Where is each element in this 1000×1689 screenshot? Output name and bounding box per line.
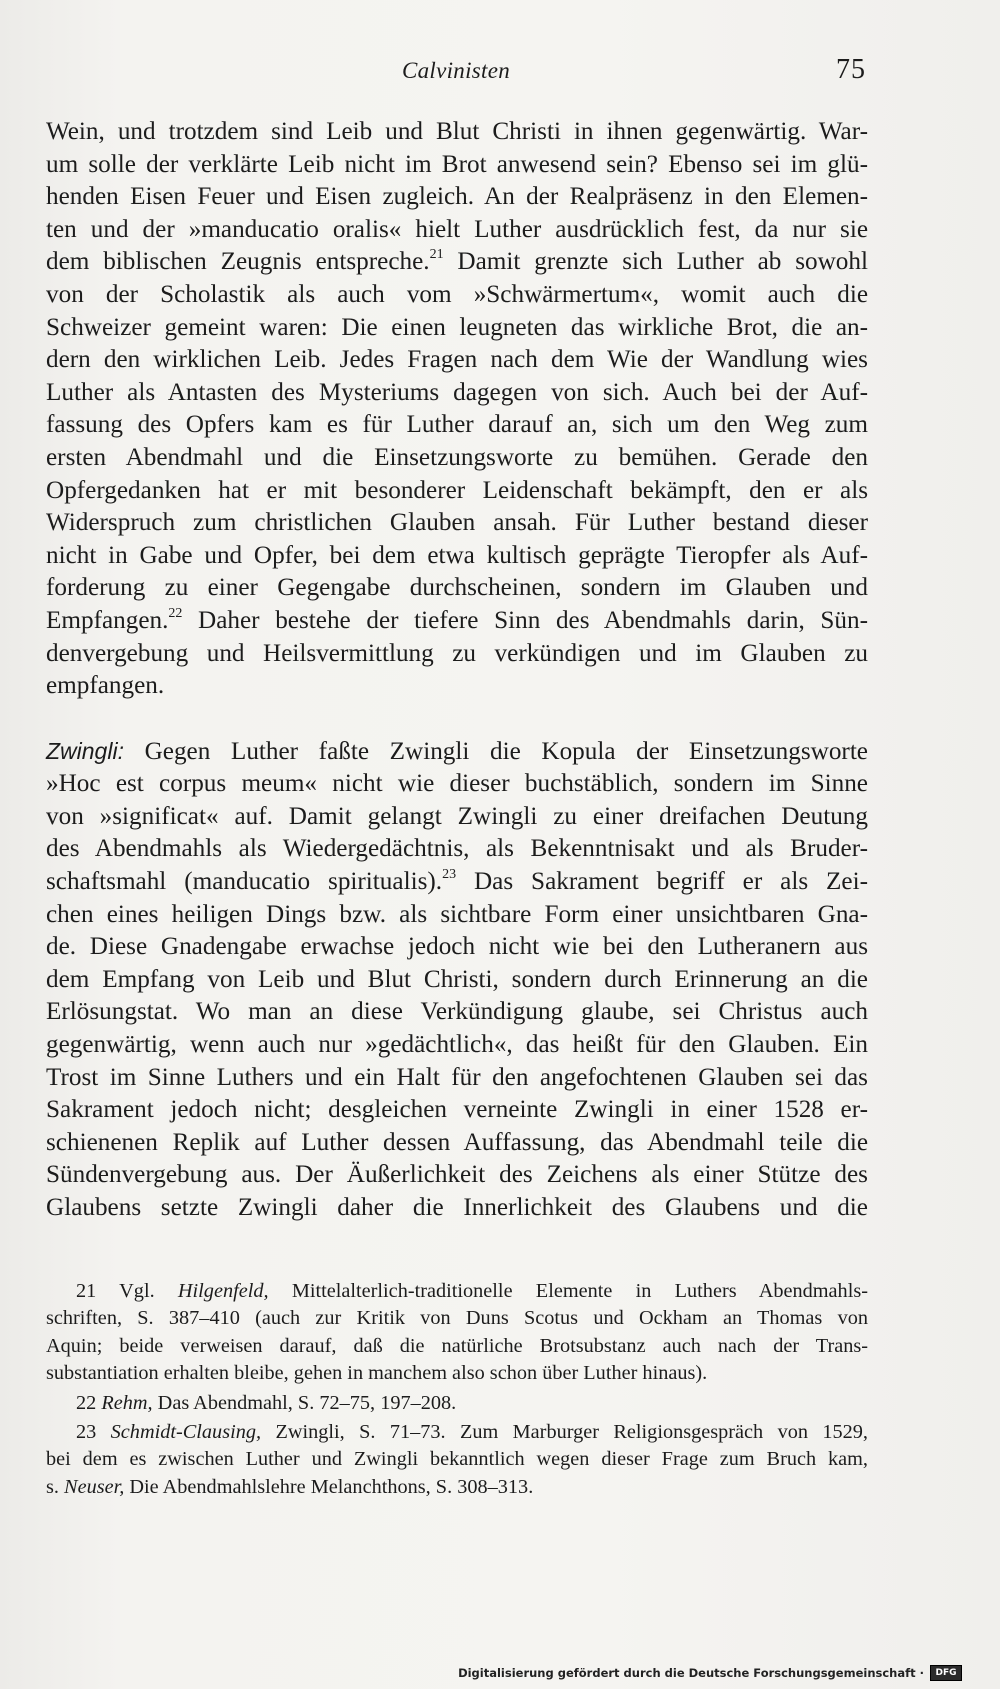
text-line: gegenwärtig, wenn auch nur »gedächtlich«, das heißt für den Glauben. Ein (46, 1031, 868, 1059)
footnote-line: substantiation erhalten bleibe, gehen in manchem also schon über Luther hinaus). (46, 1362, 708, 1385)
footnote-21 (46, 1278, 868, 1388)
digitization-credit (458, 1665, 962, 1681)
footnote-text: Das Abendmahl, S. 72–75, 197–208. (152, 1391, 457, 1414)
text-line: Trost im Sinne Luthers und ein Halt für den angefochtenen Glauben sei das (46, 1063, 868, 1091)
footnote-line (46, 1390, 868, 1417)
running-head (46, 54, 866, 94)
text-line: ersten Abendmahl und die Einsetzungsworte zu bemühen. Gerade den (46, 443, 868, 471)
text-line: Erlösungstat. Wo man an diese Verkündigung glaube, sei Christus auch (46, 998, 868, 1026)
footnote-text: Mittelalterlich-traditionelle Elemente in Luthers Abendmahls- (268, 1280, 868, 1302)
footnote-text: Die Abendmahlslehre Melanchthons, S. 308–313. (124, 1475, 534, 1498)
paragraph-gap (46, 703, 868, 735)
footnote-text: 22 (76, 1391, 102, 1414)
running-head-title: Calvinisten (401, 58, 511, 83)
credit-text: Digitalisierung gefördert durch die Deutsche Forschungsgemeinschaft · (458, 1666, 924, 1680)
text-line: des Abendmahls als Wiedergedächtnis, als Bekenntnisakt und als Bruder- (46, 835, 868, 863)
footnotes (46, 1278, 868, 1501)
text-line (46, 735, 868, 769)
text-line: forderung zu einer Gegengabe durchscheinen, sondern im Glauben und (46, 574, 868, 602)
text-line: denvergebung und Heilsvermittlung zu verkündigen und im Glauben zu (46, 639, 868, 667)
page-number: 75 (836, 54, 866, 85)
dfg-logo-icon: DFG (930, 1665, 962, 1681)
author-name: Neuser, (64, 1475, 125, 1498)
text-line: Luther als Antasten des Mysteriums dagegen von sich. Auch bei der Auf- (46, 378, 868, 406)
text-run: Daher bestehe der tiefere Sinn des Abendmahls darin, Sün- (182, 606, 868, 634)
text-line: Sakrament jedoch nicht; desgleichen verneinte Zwingli in einer 1528 er- (46, 1096, 868, 1124)
text-line: ten und der »manducatio oralis« hielt Luther ausdrücklich fest, da nur sie (46, 215, 868, 243)
text-line (46, 246, 868, 279)
text-run: Empfangen. (46, 606, 169, 634)
text-line: »Hoc est corpus meum« nicht wie dieser buchstäblich, sondern im Sinne (46, 770, 868, 798)
footnote-text: 21 Vgl. (76, 1280, 178, 1302)
footnote-text: Zwingli, S. 71–73. Zum Marburger Religionsgespräch von 1529, (261, 1421, 868, 1444)
footnote-text: 23 (76, 1421, 111, 1444)
text-line: dern den wirklichen Leib. Jedes Fragen nach dem Wie der Wandlung wies (46, 346, 868, 374)
text-line: um solle der verklärte Leib nicht im Brot anwesend sein? Ebenso sei im glü- (46, 150, 868, 178)
text-run: dem biblischen Zeugnis entspreche. (46, 248, 430, 276)
author-name: Rehm, (101, 1391, 153, 1414)
footnote-ref-23[interactable]: 23 (442, 867, 457, 883)
text-run: Damit grenzte sich Luther ab sowohl (443, 248, 868, 276)
text-line: von der Scholastik als auch vom »Schwärmertum«, womit auch die (46, 280, 868, 308)
footnote-23 (46, 1419, 868, 1501)
footnote-ref-21[interactable]: 21 (429, 247, 444, 263)
footnote-line: Aquin; beide verweisen darauf, daß die natürliche Brotsubstanz auch nach der Trans- (46, 1334, 868, 1357)
text-line: Sündenvergebung aus. Der Äußerlichkeit des Zeichens als einer Stütze des (46, 1161, 868, 1189)
text-line (46, 866, 868, 899)
text-run: Das Sakrament begriff er als Zei- (456, 868, 868, 896)
text-line: Widerspruch zum christlichen Glauben ansah. Für Luther bestand dieser (46, 509, 868, 537)
text-line: Schweizer gemeint waren: Die einen leugneten das wirkliche Brot, die an- (46, 313, 868, 341)
footnote-line (46, 1474, 868, 1501)
body-text (46, 116, 868, 1225)
paragraph-zwingli (46, 735, 868, 1225)
text-line: von »significat« auf. Damit gelangt Zwingli zu einer dreifachen Deutung (46, 802, 868, 830)
footnote-22 (46, 1390, 868, 1417)
footnote-text: s. (46, 1475, 65, 1498)
footnote-line: schriften, S. 387–410 (auch zur Kritik von Duns Scotus und Ockham an Thomas von (46, 1307, 868, 1330)
text-line: henden Eisen Feuer und Eisen zugleich. An der Realpräsenz in den Elemen- (46, 183, 868, 211)
text-line: schienenen Replik auf Luther dessen Auffassung, das Abendmahl teile die (46, 1128, 868, 1156)
text-line: fassung des Opfers kam es für Luther darauf an, sich um den Weg zum (46, 411, 868, 439)
paragraph-lead: Zwingli: (46, 737, 124, 764)
text-line: chen eines heiligen Dings bzw. als sichtbare Form einer unsichtbaren Gna- (46, 900, 868, 928)
text-line: de. Diese Gnadengabe erwachse jedoch nicht wie bei den Lutheranern aus (46, 933, 868, 961)
text-line: Wein, und trotzdem sind Leib und Blut Christi in ihnen gegenwärtig. War- (46, 118, 868, 145)
footnote-line: bei dem es zwischen Luther und Zwingli bekanntlich wegen dieser Frage zum Bruch kam, (46, 1448, 868, 1471)
text-line: empfangen. (46, 672, 165, 700)
text-line: nicht in Gabe und Opfer, bei dem etwa kultisch geprägte Tieropfer als Auf- (46, 541, 868, 569)
text-line: dem Empfang von Leib und Blut Christi, sondern durch Erinnerung an die (46, 965, 868, 993)
paragraph-luther (46, 116, 868, 703)
text-run: schaftsmahl (manducatio spiritualis). (46, 868, 443, 896)
footnote-line (46, 1278, 868, 1305)
footnote-ref-22[interactable]: 22 (168, 605, 183, 621)
text-line (46, 605, 868, 638)
author-name: Schmidt-Clausing, (110, 1421, 262, 1444)
text-line: Opfergedanken hat er mit besonderer Leidenschaft bekämpft, den er als (46, 476, 868, 504)
text-run: Gegen Luther faßte Zwingli die Kopula der Einsetzungsworte (123, 737, 868, 765)
footnote-line (46, 1419, 868, 1446)
text-line: Glaubens setzte Zwingli daher die Innerlichkeit des Glaubens und die (46, 1194, 868, 1221)
author-name: Hilgenfeld, (177, 1280, 269, 1302)
